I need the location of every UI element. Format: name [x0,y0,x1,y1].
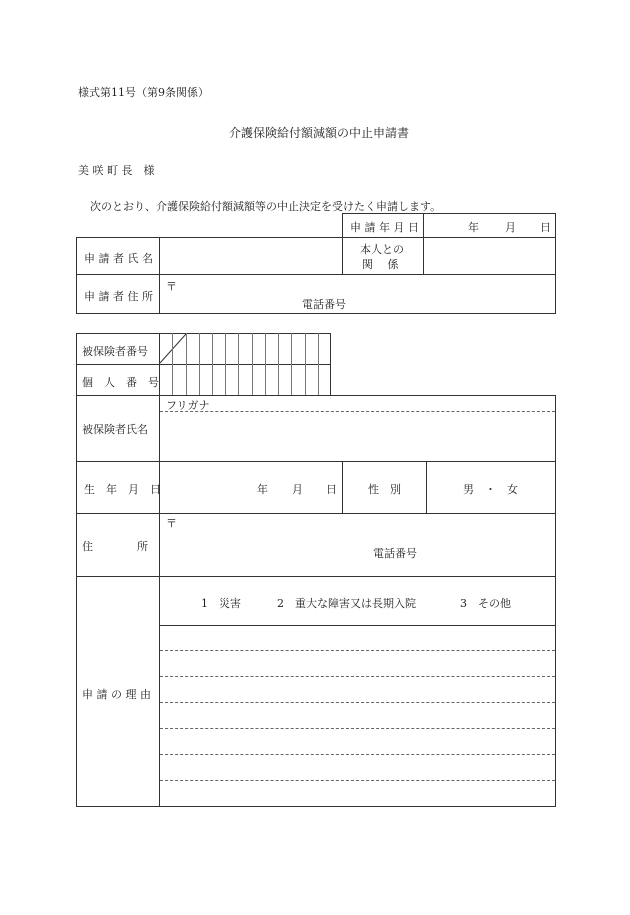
form-title: 介護保険給付額減額の中止申請書 [229,126,410,140]
addressee: 美 咲 町 長 様 [78,164,155,177]
reason-line[interactable] [160,676,555,677]
digit-cell-divider [212,333,213,396]
insured-name-field[interactable] [161,413,554,459]
relation-label-1: 本人との [360,243,404,256]
reason-option-3[interactable]: 3 その他 [460,597,511,610]
birth-day[interactable]: 日 [326,483,337,496]
digit-cell-divider [278,333,279,396]
form-number: 様式第11号（第9条関係） [78,86,209,99]
reason-option-1[interactable]: 1 災害 [201,597,241,610]
relation-field[interactable] [425,239,554,272]
reason-line[interactable] [160,754,555,755]
digit-cell-divider [199,333,200,396]
birth-year[interactable]: 年 [257,483,268,496]
applicant-name-label: 申 請 者 氏 名 [84,252,153,265]
applicant-postal-mark: 〒 [166,280,177,293]
insured-name-label: 被保険者氏名 [82,423,148,436]
reason-line[interactable] [160,780,555,781]
digit-cell-divider [291,333,292,396]
digit-cell-divider [265,333,266,396]
digit-cell-divider [238,333,239,396]
reason-line[interactable] [160,702,555,703]
reason-line[interactable] [160,650,555,651]
application-date-label: 申 請 年 月 日 [350,221,419,234]
birth-month[interactable]: 月 [292,483,303,496]
reason-label: 申 請 の 理 由 [82,688,151,701]
reason-line[interactable] [160,728,555,729]
applicant-name-field[interactable] [161,239,340,272]
application-date-month[interactable]: 月 [505,221,516,234]
personal-number-label: 個 人 番 号 [82,376,159,389]
digit-cell-divider [252,333,253,396]
furigana-label: フリガナ [166,399,210,412]
digit-cell-divider [172,333,173,396]
digit-cell-divider [186,333,187,396]
insured-number-label: 被保険者番号 [82,345,148,358]
relation-label-2: 関 係 [362,258,399,271]
applicant-address-label: 申 請 者 住 所 [84,290,153,303]
birthdate-label: 生 年 月 日 [84,483,161,496]
gender-options[interactable]: 男 ・ 女 [463,483,518,496]
insured-address-label: 住 所 [82,540,148,553]
insured-postal-mark: 〒 [166,517,177,530]
insured-phone-label: 電話番号 [373,547,417,560]
intro-text: 次のとおり、介護保険給付額減額等の中止決定を受けたく申請します。 [90,200,442,213]
applicant-phone-label: 電話番号 [302,298,346,311]
reason-option-2[interactable]: 2 重大な障害又は長期入院 [277,597,416,610]
gender-label: 性 別 [368,483,401,496]
application-date-day[interactable]: 日 [540,221,551,234]
digit-cell-divider [225,333,226,396]
digit-cell-divider [305,333,306,396]
application-date-year[interactable]: 年 [468,221,479,234]
digit-cell-divider [318,333,319,396]
